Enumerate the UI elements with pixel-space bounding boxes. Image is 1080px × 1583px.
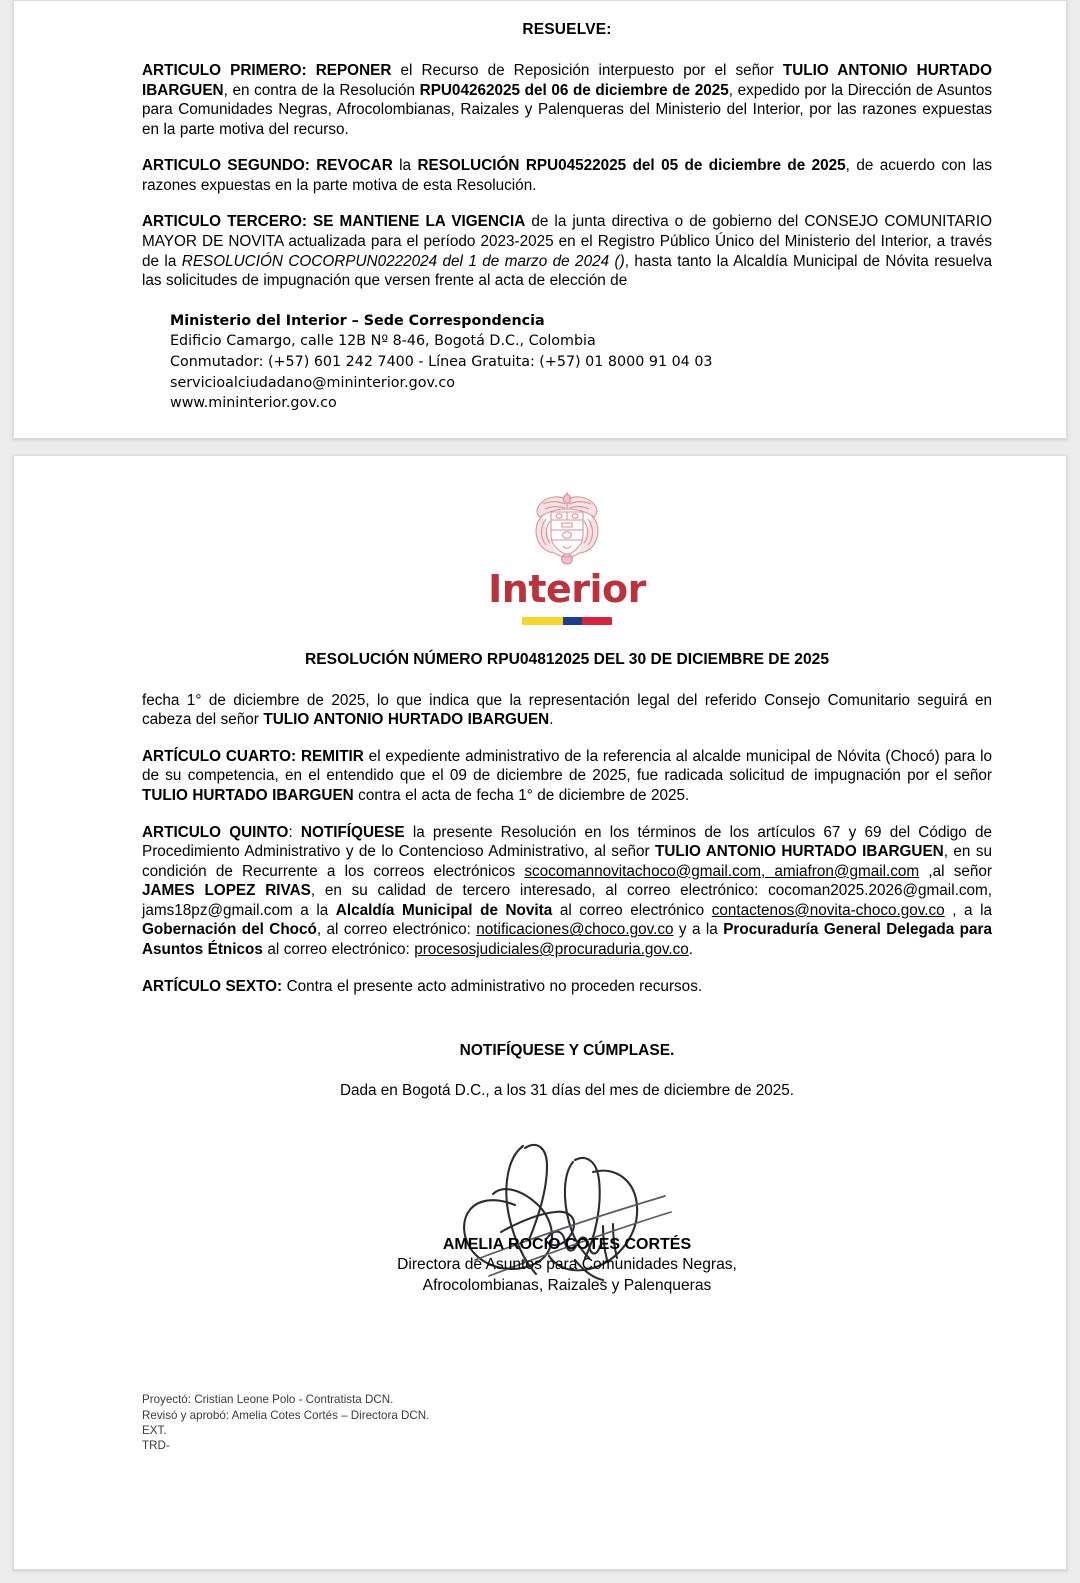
address-line-website: www.mininterior.gov.co bbox=[170, 395, 337, 412]
ministry-logo bbox=[142, 490, 992, 625]
address-line-phone: Conmutador: (+57) 601 242 7400 - Línea Gratuita: (+57) 01 8000 91 04 03 bbox=[170, 353, 713, 370]
document-page-2 bbox=[13, 455, 1067, 1570]
tricolor-blue bbox=[563, 617, 583, 625]
page-heading-resuelve: RESUELVE: bbox=[522, 21, 612, 38]
address-line-email: servicioalciudadano@mininterior.gov.co bbox=[170, 374, 455, 391]
meta-ext: EXT. bbox=[142, 1424, 167, 1437]
address-line-street: Edificio Camargo, calle 12B Nº 8-46, Bogotá D.C., Colombia bbox=[170, 333, 596, 350]
paragraph-articulo-cuarto: ARTÍCULO CUARTO: REMITIR el expediente administrativo de la referencia al alcalde municipal de Nóvita (Chocó) para lo de su competencia, en el entendido que el 09 de diciembre de 2025, fue radicada solicitud de impugnación por el señor TULIO HURTADO IBARGUEN contra el acta de fecha 1° de diciembre de 2025. bbox=[142, 747, 992, 804]
signature-area bbox=[142, 1110, 992, 1300]
logo-wordmark: Interior bbox=[488, 566, 646, 611]
ministry-address-block bbox=[170, 311, 992, 414]
resolution-number-title: RESOLUCIÓN NÚMERO RPU04812025 DEL 30 DE DICIEMBRE DE 2025 bbox=[305, 650, 829, 668]
meta-trd: TRD- bbox=[142, 1439, 170, 1453]
paragraph-articulo-quinto: ARTICULO QUINTO: NOTIFÍQUESE la presente Resolución en los términos de los artículos 67 y 69 del Código de Procedimiento Administrativo y de lo Contencioso Administrativo, al señor TULIO ANTONIO HURTADO IBARGUEN, en su condición de Recurrente a los correos electrónicos scocomannovitachoco@gmail.com, amiafron@gmail.com ,al señor JAMES LOPEZ RIVAS, en su calidad de tercero interesado, al correo electrónico: cocoman2025.2026@gmail.com, jams18pz@gmail.com a la Alcaldía Municipal de Novita al correo electrónico contactenos@novita-choco.gov.co , a la Gobernación del Chocó, al correo electrónico: notificaciones@choco.gov.co y a la Procuraduría General Delegada para Asuntos Étnicos al correo electrónico: procesosjudiciales@procuraduria.gov.co. bbox=[142, 823, 993, 959]
notifiquese-cumplase-line: NOTIFÍQUESE Y CÚMPLASE. bbox=[459, 1042, 675, 1060]
paragraph-articulo-segundo: ARTICULO SEGUNDO: REVOCAR la RESOLUCIÓN RPU04522025 del 05 de diciembre de 2025, de acuerdo con las razones expuestas en la parte motiva de esta Resolución. bbox=[142, 157, 993, 194]
signer-role-line-2: Afrocolombianas, Raizales y Palenqueras bbox=[422, 1277, 712, 1295]
tricolor-red bbox=[582, 617, 612, 625]
document-page-1 bbox=[13, 0, 1067, 439]
meta-projected-by: Proyectó: Cristian Leone Polo - Contratista DCN. bbox=[142, 1393, 394, 1407]
place-date-line: Dada en Bogotá D.C., a los 31 días del mes de diciembre de 2025. bbox=[339, 1082, 795, 1100]
meta-reviewed-by: Revisó y aprobó: Amelia Cotes Cortés – Directora DCN. bbox=[142, 1408, 430, 1422]
document-control-meta bbox=[142, 1392, 992, 1454]
paragraph-articulo-primero: ARTICULO PRIMERO: REPONER el Recurso de Reposición interpuesto por el señor TULIO ANTONIO HURTADO IBARGUEN, en contra de la Resolución RPU04262025 del 06 de diciembre de 2025, expedido por la Dirección de Asuntos para Comunidades Negras, Afrocolombianas, Raizales y Palenqueras del Ministerio del Interior, por las razones expuestas en la parte motiva del recurso. bbox=[142, 62, 993, 138]
paragraph-articulo-tercero: ARTICULO TERCERO: SE MANTIENE LA VIGENCIA de la junta directiva o de gobierno del CONSEJO COMUNITARIO MAYOR DE NOVITA actualizada para el período 2023-2025 en el Registro Público Único del Ministerio del Interior, a través de la RESOLUCIÓN COCORPUN0222024 del 1 de marzo de 2024 (), hasta tanto la Alcaldía Municipal de Nóvita resuelva las solicitudes de impugnación que versen frente al acta de elección de bbox=[142, 213, 993, 290]
colombia-coat-of-arms-icon bbox=[524, 490, 610, 568]
signer-name: AMELIA ROCIO COTES CORTÉS bbox=[442, 1236, 692, 1254]
colombia-tricolor-bar bbox=[522, 617, 612, 625]
tricolor-yellow bbox=[522, 617, 563, 625]
paragraph-articulo-sexto: ARTÍCULO SEXTO: Contra el presente acto administrativo no proceden recursos. bbox=[142, 977, 703, 995]
signer-role-line-1: Directora de Asuntos para Comunidades Negras, bbox=[397, 1256, 737, 1274]
address-line-title: Ministerio del Interior – Sede Correspondencia bbox=[170, 312, 545, 329]
paragraph-continuation: fecha 1° de diciembre de 2025, lo que indica que la representación legal del referido Consejo Comunitario seguirá en cabeza del señor TULIO ANTONIO HURTADO IBARGUEN. bbox=[142, 691, 992, 729]
page-separator bbox=[0, 439, 1080, 455]
